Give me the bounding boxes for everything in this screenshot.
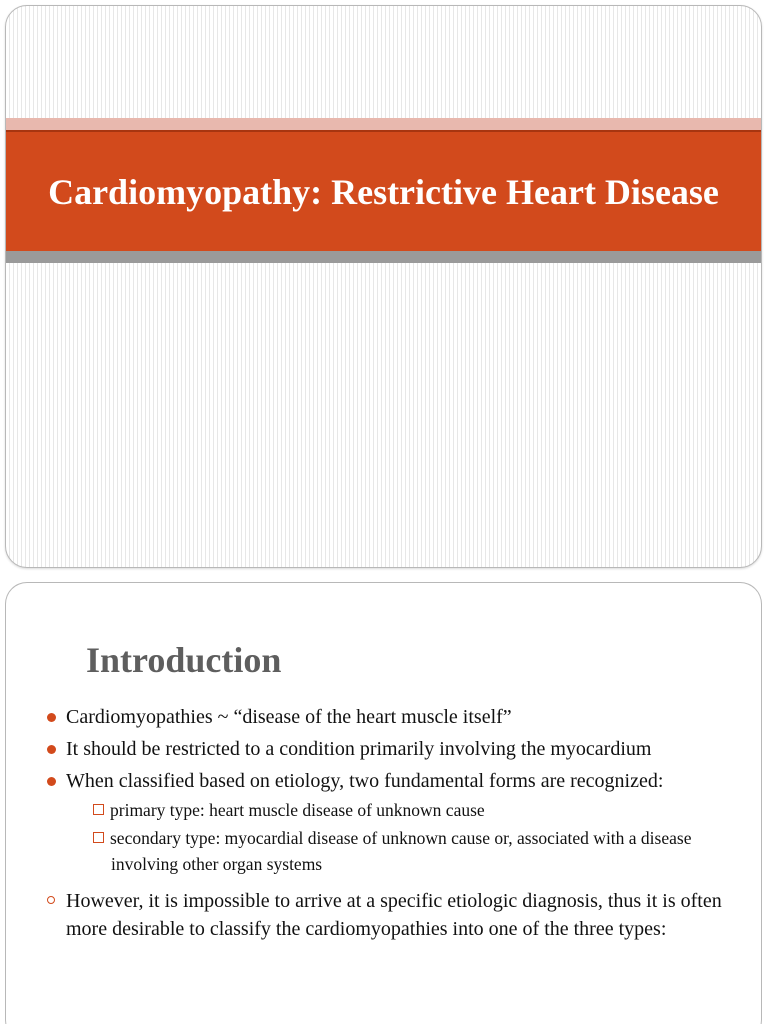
title-band-bottom-accent [6, 251, 761, 263]
sub-bullet-list [66, 797, 736, 877]
bullet-text: It should be restricted to a condition primarily involving the myocardium [66, 738, 652, 760]
content-slide [5, 582, 762, 1024]
list-item [46, 703, 736, 731]
title-slide [5, 5, 762, 568]
title-band-top-accent [6, 118, 761, 130]
bullet-text: When classified based on etiology, two fundamental forms are recognized: [66, 770, 664, 792]
slide-title: Cardiomyopathy: Restrictive Heart Disease [48, 171, 719, 212]
list-item [46, 887, 736, 943]
hollow-square-bullet-icon [93, 832, 104, 843]
filled-circle-bullet-icon [47, 777, 56, 786]
list-item [46, 735, 736, 763]
sub-list-item [66, 825, 736, 877]
bullet-text: However, it is impossible to arrive at a specific etiologic diagnosis, thus it is often more desirable to classify the cardiomyopathies into one of the three types: [66, 890, 722, 940]
filled-circle-bullet-icon [47, 713, 56, 722]
title-band [6, 130, 761, 251]
bullet-list [46, 703, 736, 947]
bullet-text: Cardiomyopathies ~ “disease of the heart muscle itself” [66, 706, 512, 728]
hollow-square-bullet-icon [93, 804, 104, 815]
list-item [46, 767, 736, 877]
section-heading: Introduction [86, 640, 282, 680]
sub-bullet-text: secondary type: myocardial disease of unknown cause or, associated with a disease involving other organ systems [110, 828, 692, 874]
hollow-circle-bullet-icon [47, 896, 55, 904]
sub-bullet-text: primary type: heart muscle disease of unknown cause [110, 800, 485, 820]
sub-list-item [66, 797, 736, 823]
filled-circle-bullet-icon [47, 745, 56, 754]
